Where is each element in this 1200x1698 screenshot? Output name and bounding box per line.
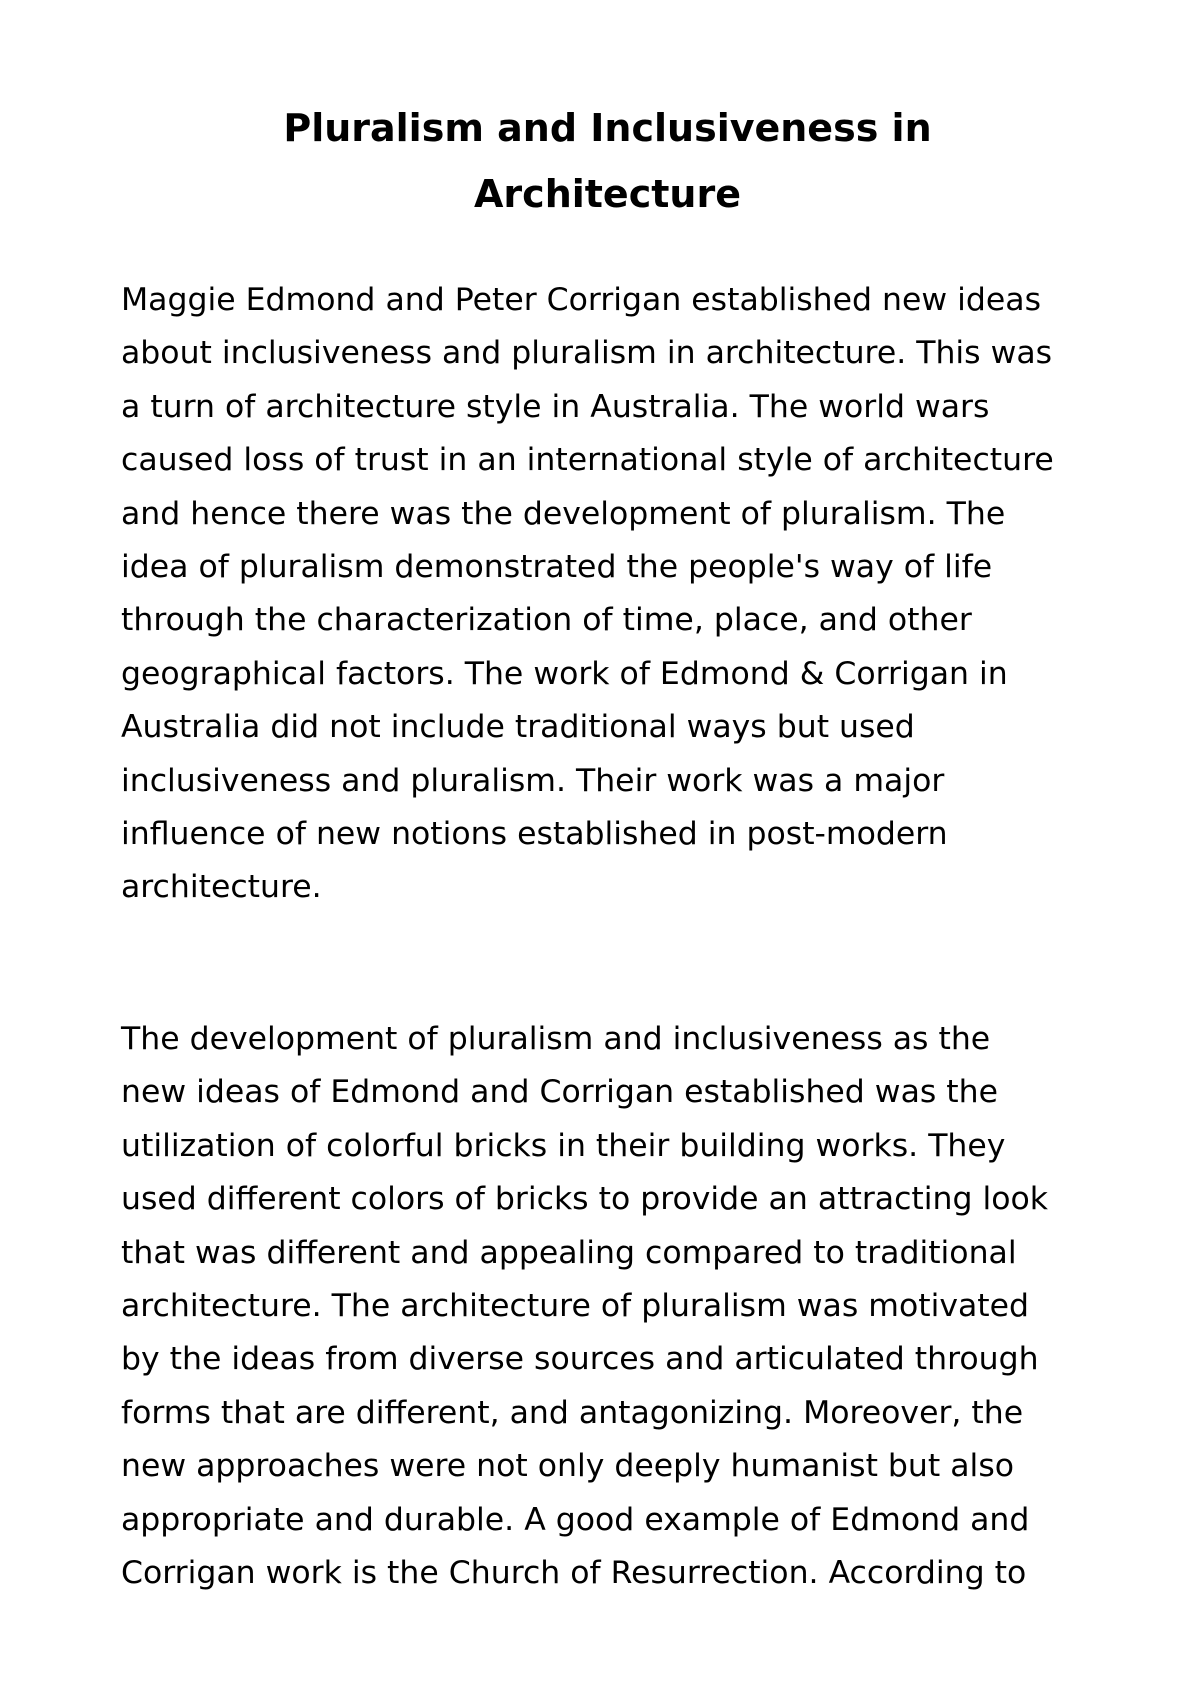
document-title xyxy=(120,95,1095,227)
text-line: by the ideas from diverse sources and articulated through xyxy=(121,1341,1039,1378)
text-line: new ideas of Edmond and Corrigan established was the xyxy=(121,1074,998,1111)
text-line: architecture. The architecture of pluralism was motivated xyxy=(121,1288,1030,1325)
paragraph-2 xyxy=(121,1013,1131,1600)
text-line: utilization of colorful bricks in their building works. They xyxy=(121,1127,1006,1164)
text-line: Maggie Edmond and Peter Corrigan established new ideas xyxy=(121,282,1041,318)
text-line: caused loss of trust in an international style of architecture xyxy=(121,442,1054,479)
text-line: that was different and appealing compared to traditional xyxy=(121,1234,1017,1271)
text-line: used different colors of bricks to provide an attracting look xyxy=(121,1181,1049,1218)
text-line: idea of pluralism demonstrated the people's way of life xyxy=(121,549,993,586)
text-line: a turn of architecture style in Australia. The world wars xyxy=(121,388,990,425)
text-line: influence of new notions established in post-modern xyxy=(121,816,948,853)
text-line: forms that are different, and antagonizing. Moreover, the xyxy=(121,1394,1024,1431)
text-line: appropriate and durable. A good example of Edmond and xyxy=(121,1501,1030,1538)
paragraph-1 xyxy=(121,274,1131,915)
text-line: through the characterization of time, place, and other xyxy=(121,602,972,639)
title-line: Architecture xyxy=(474,172,741,216)
text-line: geographical factors. The work of Edmond & Corrigan in xyxy=(121,655,1008,692)
text-line: Corrigan work is the Church of Resurrection. According to xyxy=(121,1555,1027,1592)
text-line: inclusiveness and pluralism. Their work was a major xyxy=(121,762,945,799)
text-line: and hence there was the development of pluralism. The xyxy=(121,495,1006,532)
text-line: about inclusiveness and pluralism in architecture. This was xyxy=(121,335,1053,372)
title-line: Pluralism and Inclusiveness in xyxy=(283,106,932,150)
text-line: The development of pluralism and inclusiveness as the xyxy=(121,1021,991,1057)
text-line: new approaches were not only deeply humanist but also xyxy=(121,1448,1014,1485)
text-line: Australia did not include traditional ways but used xyxy=(121,709,915,746)
text-line: architecture. xyxy=(121,869,322,906)
